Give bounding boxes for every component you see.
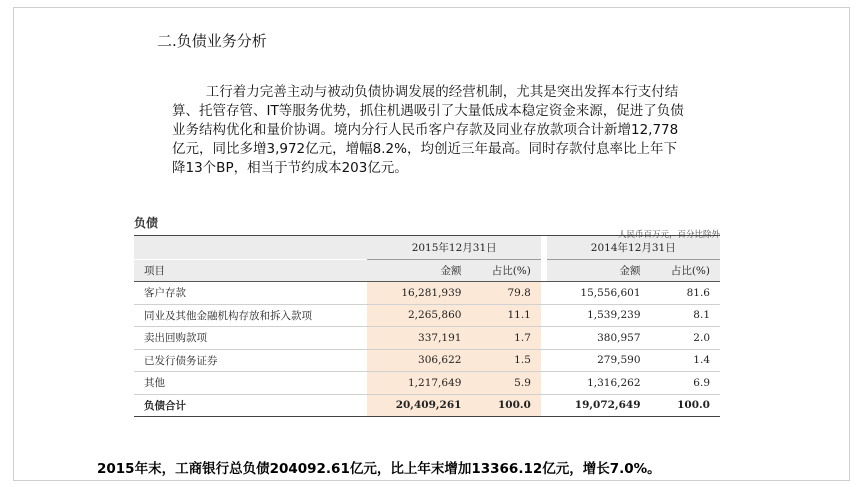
share-2015: 11.1	[471, 304, 540, 327]
col-header-amount: 金额	[547, 259, 651, 282]
amount-2014: 1,316,262	[547, 372, 651, 395]
total-row	[134, 394, 720, 417]
amount-2015: 20,409,261	[367, 394, 471, 417]
amount-2015: 1,217,649	[367, 372, 471, 395]
share-2014: 6.9	[651, 372, 720, 395]
row-item: 同业及其他金融机构存放和拆入款项	[134, 304, 367, 327]
amount-2014: 279,590	[547, 349, 651, 372]
amount-2014: 15,556,601	[547, 282, 651, 305]
amount-2015: 16,281,939	[367, 282, 471, 305]
share-2014: 8.1	[651, 304, 720, 327]
share-2015: 1.7	[471, 327, 540, 350]
col-header-item: 项目	[134, 259, 367, 282]
row-item: 其他	[134, 372, 367, 395]
row-item: 客户存款	[134, 282, 367, 305]
col-header-share: 占比(%)	[651, 259, 720, 282]
row-item: 负债合计	[134, 394, 367, 417]
amount-2014: 19,072,649	[547, 394, 651, 417]
share-2015: 1.5	[471, 349, 540, 372]
amount-2015: 306,622	[367, 349, 471, 372]
col-header-amount: 金额	[367, 259, 471, 282]
liabilities-table	[134, 236, 720, 417]
share-2015: 79.8	[471, 282, 540, 305]
liabilities-table-block	[134, 214, 720, 417]
amount-2014: 380,957	[547, 327, 651, 350]
section-title: 二.负债业务分析	[157, 32, 267, 50]
row-item: 已发行债务证券	[134, 349, 367, 372]
table-caption: 负债	[134, 216, 159, 230]
share-2015: 100.0	[471, 394, 540, 417]
period-2015-header: 2015年12月31日	[367, 236, 540, 259]
period-2014-header: 2014年12月31日	[547, 236, 720, 259]
amount-2015: 337,191	[367, 327, 471, 350]
amount-2015: 2,265,860	[367, 304, 471, 327]
body-paragraph: 工行着力完善主动与被动负债协调发展的经营机制，尤其是突出发挥本行支付结算、托管存管、IT等服务优势，抓住机遇吸引了大量低成本稳定资金来源，促进了负债业务结构优化和量价协调。境内分行人民币客户存款及同业存放款项合计新增12,778亿元，同比多增3,972亿元，增幅8.2%，均创近三年最高。同时存款付息率比上年下降13个BP，相当于节约成本203亿元。	[172, 84, 684, 176]
share-2014: 1.4	[651, 349, 720, 372]
table-row	[134, 349, 720, 372]
table-row	[134, 304, 720, 327]
row-item: 卖出回购款项	[134, 327, 367, 350]
summary-statement: 2015年末，工商银行总负债204092.61亿元，比上年末增加13366.12亿元，增长7.0%。	[97, 461, 661, 477]
table-row	[134, 282, 720, 305]
share-2014: 2.0	[651, 327, 720, 350]
table-row	[134, 372, 720, 395]
share-2015: 5.9	[471, 372, 540, 395]
table-row	[134, 327, 720, 350]
share-2014: 100.0	[651, 394, 720, 417]
unit-note: 人民币百万元，百分比除外	[617, 230, 720, 240]
share-2014: 81.6	[651, 282, 720, 305]
amount-2014: 1,539,239	[547, 304, 651, 327]
col-header-share: 占比(%)	[471, 259, 540, 282]
